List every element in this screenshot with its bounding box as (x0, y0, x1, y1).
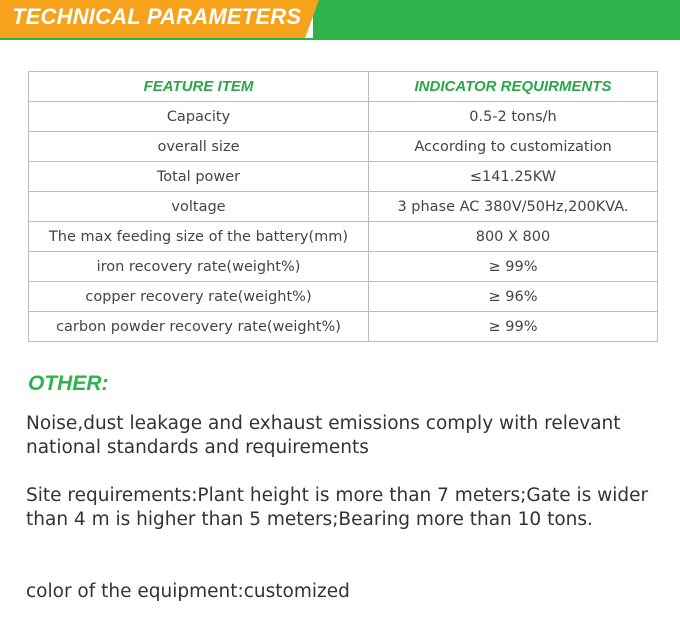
indicator-cell: According to customization (369, 132, 658, 162)
indicator-cell: ≥ 96% (369, 282, 658, 312)
feature-cell: copper recovery rate(weight%) (29, 282, 369, 312)
table-header-row (29, 72, 658, 102)
indicator-cell: ≤141.25KW (369, 162, 658, 192)
table-row (29, 282, 658, 312)
table-row (29, 192, 658, 222)
indicator-cell: 3 phase AC 380V/50Hz,200KVA. (369, 192, 658, 222)
paragraph-emissions: Noise,dust leakage and exhaust emissions comply with relevant national standards and requirements (26, 413, 621, 458)
paragraph-site-requirements: Site requirements:Plant height is more than 7 meters;Gate is wider than 4 m is higher than 5 meters;Bearing more than 10 tons. (26, 485, 649, 530)
indicator-cell: 0.5-2 tons/h (369, 102, 658, 132)
section-title: TECHNICAL PARAMETERS (12, 4, 302, 29)
indicator-cell: ≥ 99% (369, 252, 658, 282)
feature-cell: Capacity (29, 102, 369, 132)
table-row (29, 102, 658, 132)
header-tab (0, 0, 313, 38)
feature-cell: iron recovery rate(weight%) (29, 252, 369, 282)
feature-cell: overall size (29, 132, 369, 162)
column-header-indicator: INDICATOR REQUIRMENTS (369, 72, 658, 102)
table-row (29, 312, 658, 342)
parameters-table (28, 71, 658, 342)
feature-cell: The max feeding size of the battery(mm) (29, 222, 369, 252)
other-heading: OTHER: (28, 372, 109, 395)
table-row (29, 222, 658, 252)
column-header-feature: FEATURE ITEM (29, 72, 369, 102)
indicator-cell: ≥ 99% (369, 312, 658, 342)
table-row (29, 252, 658, 282)
feature-cell: Total power (29, 162, 369, 192)
table-row (29, 132, 658, 162)
paragraph-color: color of the equipment:customized (26, 581, 350, 602)
feature-cell: voltage (29, 192, 369, 222)
table-row (29, 162, 658, 192)
indicator-cell: 800 X 800 (369, 222, 658, 252)
feature-cell: carbon powder recovery rate(weight%) (29, 312, 369, 342)
